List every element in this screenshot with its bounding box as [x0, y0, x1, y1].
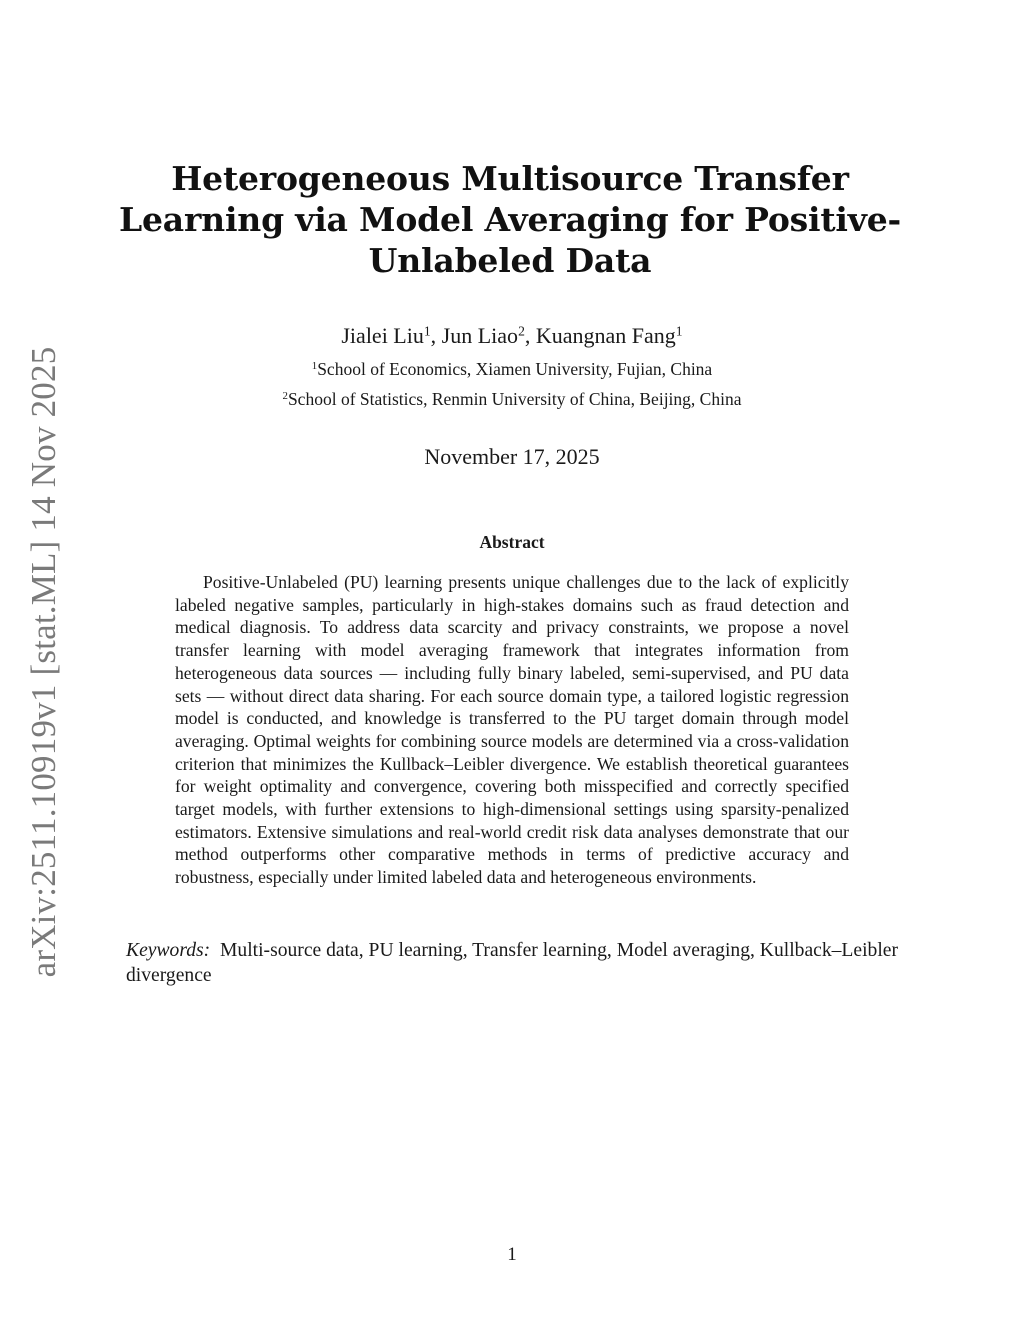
author-separator: , [430, 323, 442, 348]
author-name: Kuangnan Fang [535, 323, 676, 348]
author-list [0, 322, 1024, 350]
author-separator: , [524, 323, 536, 348]
author-affiliation-marker: 2 [518, 323, 525, 339]
keywords-text: Multi-source data, PU learning, Transfer learning, Model averaging, Kullback–Leibler divergence [126, 940, 898, 986]
abstract-heading: Abstract [479, 532, 545, 552]
keywords-label: Keywords: [126, 940, 211, 961]
author-affiliation-marker: 1 [423, 323, 431, 339]
affiliation-text: School of Statistics, Renmin University of China, Beijing, China [287, 389, 742, 409]
affiliation-marker: 2 [282, 390, 288, 403]
affiliation-marker: 1 [311, 360, 318, 373]
affiliation [0, 388, 1024, 410]
keywords [126, 938, 898, 988]
author-name: Jialei Liu [341, 323, 424, 348]
arxiv-identifier-stamp: arXiv:2511.10919v1 [stat.ML] 14 Nov 2025 [24, 346, 63, 978]
author-name: Jun Liao [441, 323, 519, 348]
affiliation [0, 358, 1024, 380]
paper-title: Heterogeneous Multisource Transfer Learning via Model Averaging for Positive-Unlabeled Data [118, 159, 902, 280]
affiliation-text: School of Economics, Xiamen University, Fujian, China [317, 359, 713, 379]
author-affiliation-marker: 1 [675, 323, 683, 339]
abstract-body: Positive-Unlabeled (PU) learning presents unique challenges due to the lack of explicitly labeled negative samples, particularly in high-stakes domains such as fraud detection and medical diagnosis. To address data scarcity and privacy constraints, we propose a novel transfer learning with model averaging framework that integrates information from heterogeneous data sources — including fully binary labeled, semi-supervised, and PU data sets — without direct data sharing. For each source domain type, a tailored logistic regression model is conducted, and knowledge is transferred to the PU target domain through model averaging. Optimal weights for combining source models are determined via a cross-validation criterion that minimizes the Kullback–Leibler divergence. We establish theoretical guarantees for weight optimality and convergence, covering both misspecified and correctly specified target models, with further extensions to high-dimensional settings using sparsity-penalized estimators. Extensive simulations and real-world credit risk data analyses demonstrate that our method outperforms other comparative methods in terms of predictive accuracy and robustness, especially under limited labeled data and heterogeneous environments. [175, 572, 849, 888]
page-number: 1 [507, 1244, 517, 1265]
publication-date: November 17, 2025 [424, 444, 600, 469]
